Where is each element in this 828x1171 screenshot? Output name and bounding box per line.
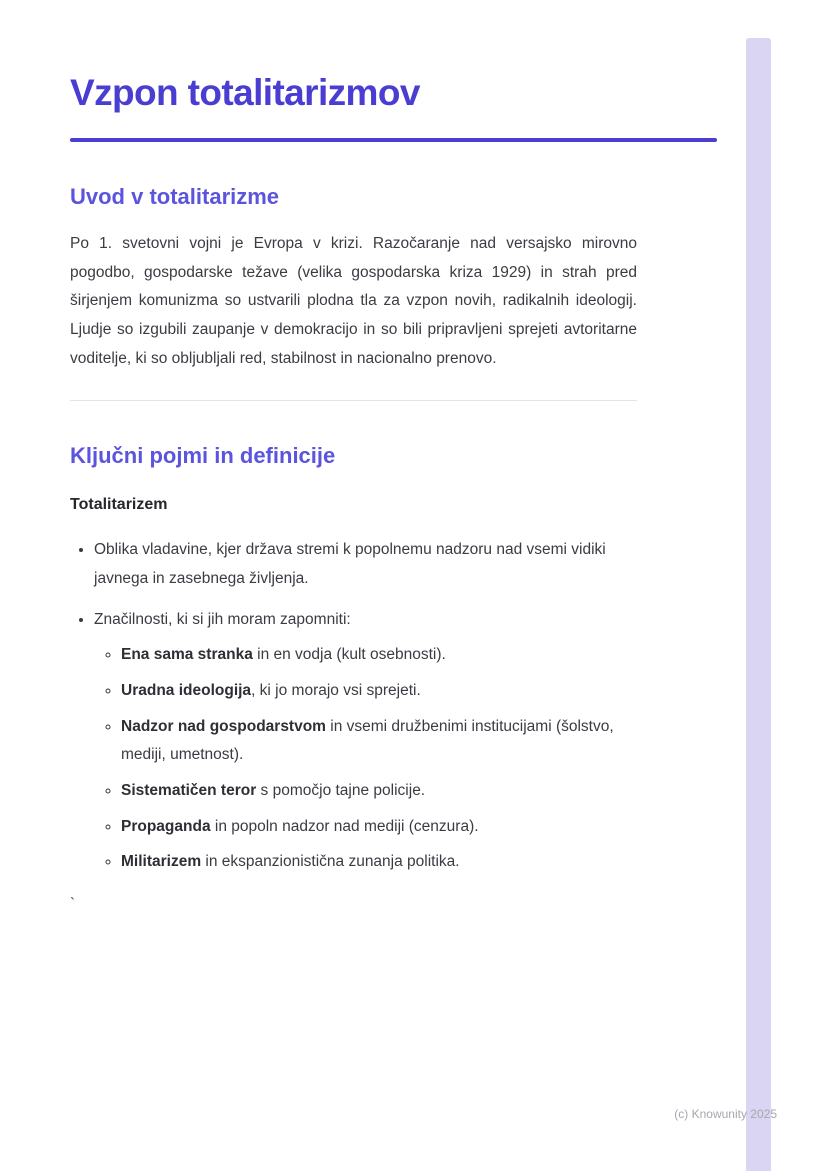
list-item-text: s pomočjo tajne policije. bbox=[256, 782, 426, 800]
footer-copyright: (c) Knowunity 2025 bbox=[674, 1107, 777, 1121]
section-heading-uvod: Uvod v totalitarizme bbox=[70, 184, 280, 209]
bullet-list bbox=[70, 536, 632, 877]
title-underline-rule bbox=[70, 138, 717, 142]
list-item bbox=[121, 641, 614, 670]
list-item bbox=[94, 606, 632, 877]
list-item bbox=[121, 813, 614, 842]
list-item-text: in vsemi družbenimi institucijami (šolstvo, mediji, umetnost). bbox=[121, 717, 614, 764]
list-item bbox=[121, 677, 614, 706]
subheading-totalitarizem: Totalitarizem bbox=[70, 496, 168, 514]
intro-paragraph: Po 1. svetovni vojni je Evropa v krizi. Razočaranje nad versajsko mirovno pogodbo, gospodarske težave (velika gospodarska kriza 1929) in strah pred širjenjem komunizma so ustvarili plodna tla za vzpon novih, radikalnih ideologij. Ljudje so izgubili zaupanje v demokracijo in so bili pripravljeni sprejeti avtoritarne voditelje, ki so obljubljali red, stabilnost in nacionalno prenovo. bbox=[70, 235, 637, 367]
right-accent-stripe bbox=[746, 38, 771, 1171]
list-item: • Oblika vladavine, kjer država stremi k popolnemu nadzoru nad vsemi vidiki javnega in zasebnega življenja. bbox=[94, 536, 632, 593]
section-divider bbox=[70, 400, 637, 401]
list-item bbox=[121, 777, 614, 806]
list-item-bold: Uradna ideologija bbox=[121, 682, 252, 700]
page-title: Vzpon totalitarizmov bbox=[70, 72, 420, 113]
stray-backtick: ` bbox=[70, 895, 75, 913]
list-item-bold: Ena sama stranka bbox=[121, 646, 253, 664]
list-item-text: , ki jo morajo vsi sprejeti. bbox=[251, 682, 421, 700]
list-item-bold: Nadzor nad gospodarstvom bbox=[121, 717, 326, 735]
list-item-text: in popoln nadzor nad mediji (cenzura). bbox=[210, 817, 479, 835]
list-item-bold: Propaganda bbox=[121, 817, 211, 835]
list-item-text: Značilnosti, ki si jih moram zapomniti: bbox=[94, 610, 351, 628]
sub-bullet-list bbox=[94, 641, 614, 877]
list-item-text: in ekspanzionistična zunanja politika. bbox=[201, 853, 460, 871]
list-item bbox=[121, 848, 614, 877]
section-heading-kljucni-pojmi: Ključni pojmi in definicije bbox=[70, 443, 336, 469]
list-item-bold: Sistematičen teror bbox=[121, 782, 257, 800]
list-item-bold: Militarizem bbox=[121, 853, 202, 871]
list-item-text: in en vodja (kult osebnosti). bbox=[252, 646, 446, 664]
list-item bbox=[121, 713, 614, 770]
document-content bbox=[70, 0, 717, 912]
